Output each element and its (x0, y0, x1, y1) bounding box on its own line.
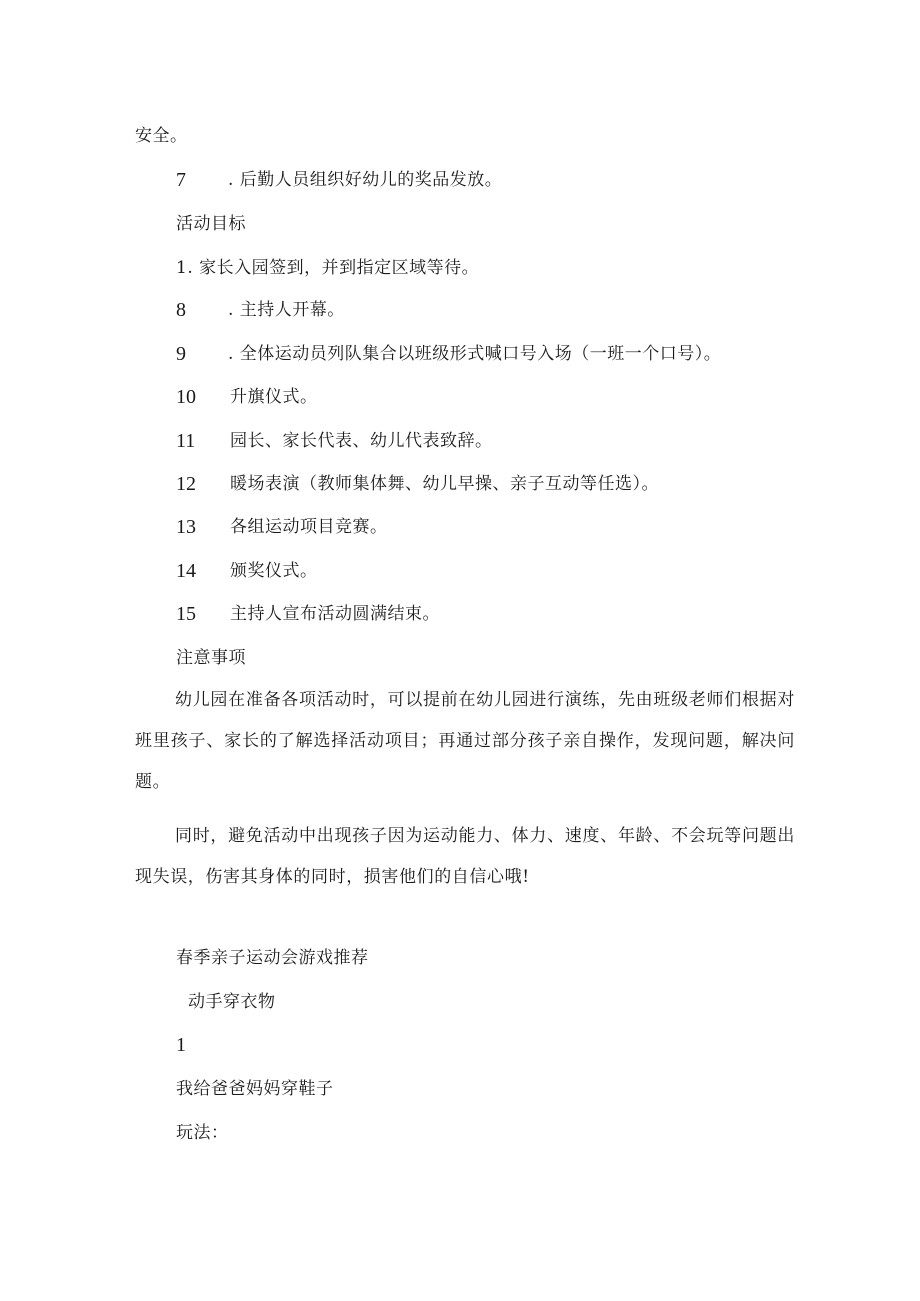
item-number: 8 (176, 299, 186, 321)
item-text: 各组运动项目竞赛。 (230, 517, 388, 537)
section-heading-goals: 活动目标 (176, 214, 246, 234)
item-text: . 后勤人员组织好幼儿的奖品发放。 (228, 170, 503, 190)
item-text: 升旗仪式。 (230, 387, 318, 407)
goal-item-1: 1. 家长入园签到，并到指定区域等待。 (176, 258, 480, 278)
item-text: 园长、家长代表、幼儿代表致辞。 (230, 431, 493, 451)
item-number: 7 (176, 169, 186, 191)
item-number: 10 (176, 386, 196, 408)
paragraph-safety: 同时，避免活动中出现孩子因为运动能力、体力、速度、年龄、不会玩等问题出现失误，伤害其身体的同时，损害他们的自信心哦! (135, 826, 795, 887)
item-text: . 全体运动员列队集合以班级形式喊口号入场（一班一个口号）。 (228, 344, 722, 364)
section-heading-notes: 注意事项 (176, 648, 246, 668)
item-text: 主持人宣布活动圆满结束。 (230, 604, 440, 624)
paragraph-preparation: 幼儿园在准备各项活动时，可以提前在幼儿园进行演练，先由班级老师们根据对班里孩子、家长的了解选择活动项目；再通过部分孩子亲自操作，发现问题，解决问题。 (135, 690, 795, 792)
item-number: 9 (176, 343, 186, 365)
section-heading-games: 春季亲子运动会游戏推荐 (176, 948, 369, 968)
play-label: 玩法： (176, 1123, 229, 1143)
item-text: . 主持人开幕。 (228, 300, 345, 320)
item-number: 15 (176, 603, 196, 625)
sub-heading: 动手穿衣物 (188, 992, 276, 1012)
text-line: 安全。 (135, 126, 188, 146)
item-number: 12 (176, 473, 196, 495)
game-title: 我给爸爸妈妈穿鞋子 (176, 1079, 334, 1099)
item-number: 14 (176, 560, 196, 582)
game-number: 1 (176, 1034, 186, 1056)
item-text: 颁奖仪式。 (230, 561, 318, 581)
item-text: 暖场表演（教师集体舞、幼儿早操、亲子互动等任选）。 (230, 474, 659, 494)
item-number: 11 (176, 430, 196, 452)
item-number: 13 (176, 516, 196, 538)
